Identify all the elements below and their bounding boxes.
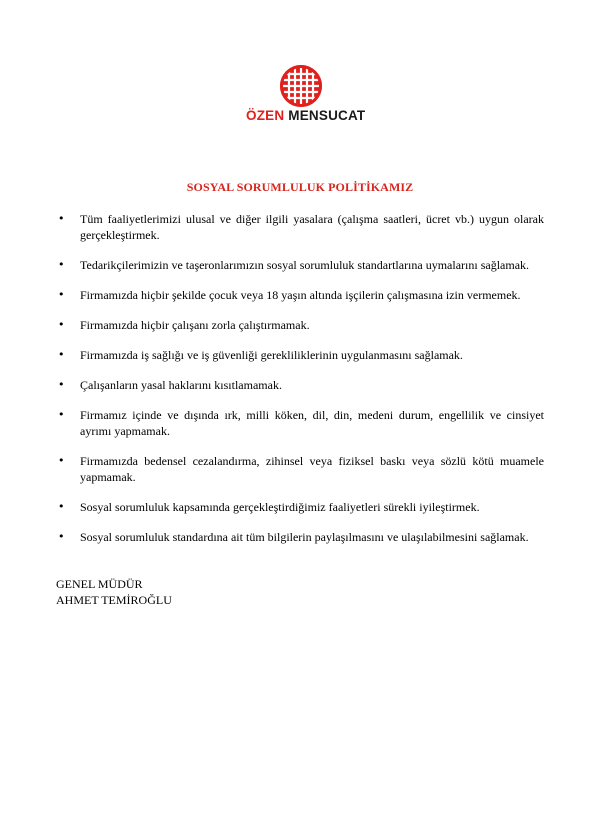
bullet-icon: • [58, 348, 65, 361]
policy-item-text: Firmamız içinde ve dışında ırk, milli köken, dil, din, medeni durum, engellilik ve cinsiyet ayrımı yapmamak. [80, 408, 544, 438]
policy-item-text: Sosyal sorumluluk kapsamında gerçekleştirdiğimiz faaliyetleri sürekli iyileştirmek. [80, 500, 480, 514]
bullet-icon: • [58, 258, 65, 271]
policy-item-text: Çalışanların yasal haklarını kısıtlamamak. [80, 378, 282, 392]
policy-item [56, 453, 544, 485]
policy-item [56, 317, 544, 333]
bullet-icon: • [58, 378, 65, 391]
policy-item-text: Tüm faaliyetlerimizi ulusal ve diğer ilgili yasalara (çalışma saatleri, ücret vb.) uygun olarak gerçekleştirmek. [80, 212, 544, 242]
page-title: SOSYAL SORUMLULUK POLİTİKAMIZ [186, 180, 414, 194]
signature-role: GENEL MÜDÜR [56, 577, 143, 591]
policy-item [56, 377, 544, 393]
signature-block [56, 576, 172, 608]
policy-item [56, 257, 544, 273]
policy-item [56, 529, 544, 545]
policy-list [56, 211, 544, 559]
policy-item [56, 407, 544, 439]
grid-globe-icon [279, 64, 323, 108]
signature-name: AHMET TEMİROĞLU [56, 593, 172, 607]
bullet-icon: • [58, 318, 65, 331]
policy-item [56, 499, 544, 515]
policy-item [56, 287, 544, 303]
policy-item-text: Firmamızda bedensel cezalandırma, zihinsel veya fiziksel baskı veya sözlü kötü muamele yapmamak. [80, 454, 544, 484]
logo-brand-mensucat: MENSUCAT [288, 108, 366, 123]
logo-wordmark [246, 108, 366, 124]
bullet-icon: • [58, 408, 65, 421]
bullet-icon: • [58, 530, 65, 543]
policy-item [56, 211, 544, 243]
policy-item [56, 347, 544, 363]
policy-item-text: Firmamızda hiçbir çalışanı zorla çalıştırmamak. [80, 318, 310, 332]
bullet-icon: • [58, 288, 65, 301]
bullet-icon: • [58, 212, 65, 225]
policy-item-text: Sosyal sorumluluk standardına ait tüm bilgilerin paylaşılmasını ve ulaşılabilmesini sağlamak. [80, 530, 529, 544]
policy-item-text: Tedarikçilerimizin ve taşeronlarımızın sosyal sorumluluk standartlarına uymalarını sağlamak. [80, 258, 530, 272]
policy-item-text: Firmamızda hiçbir şekilde çocuk veya 18 yaşın altında işçilerin çalışmasına izin vermemek. [80, 288, 521, 302]
policy-item-text: Firmamızda iş sağlığı ve iş güvenliği gerekliliklerinin uygulanmasını sağlamak. [80, 348, 463, 362]
logo-brand-ozen: ÖZEN [246, 108, 285, 123]
bullet-icon: • [58, 454, 65, 467]
bullet-icon: • [58, 500, 65, 513]
company-logo [246, 64, 366, 124]
